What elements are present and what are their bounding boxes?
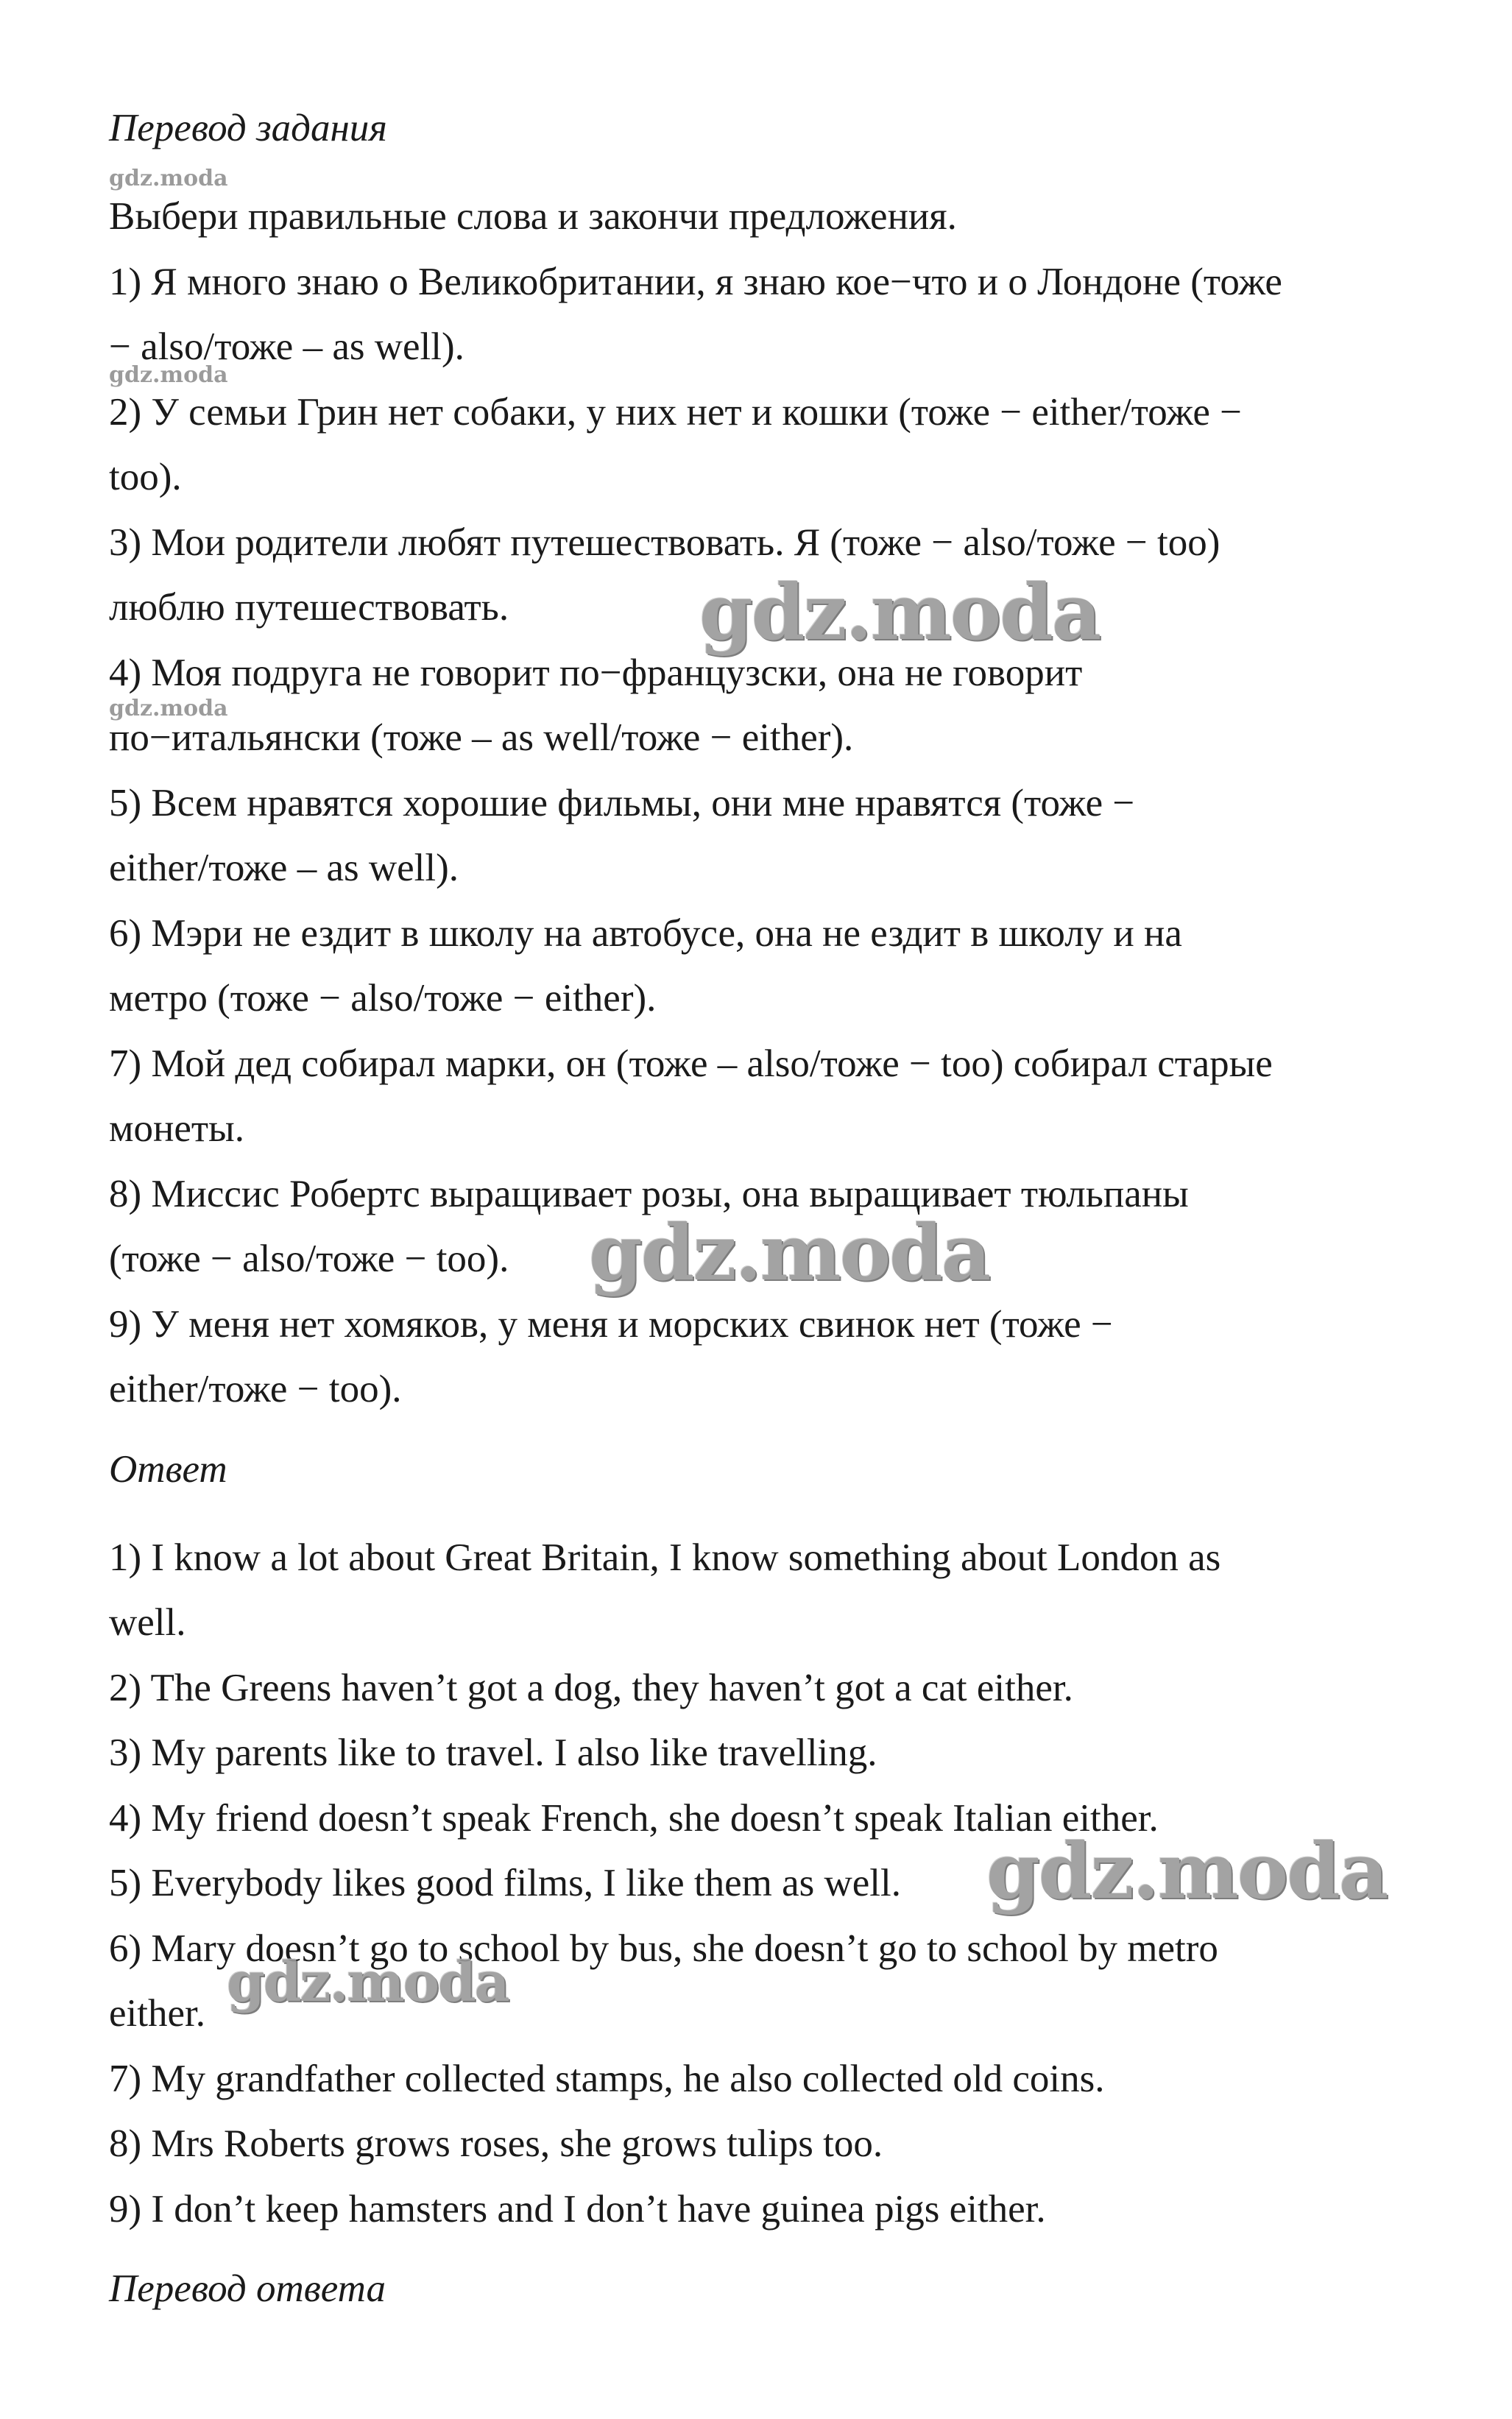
answer-line: 7) My grandfather collected stamps, he also collected old coins. bbox=[109, 2057, 1105, 2100]
answer-line: 2) The Greens haven’t got a dog, they haven’t got a cat either. bbox=[109, 1666, 1073, 1709]
watermark-big-1: gdz.moda bbox=[699, 567, 1101, 657]
answer-line: well. bbox=[109, 1601, 186, 1644]
watermark-small-3: gdz.moda bbox=[109, 696, 228, 721]
task-line: 2) У семьи Грин нет собаки, у них нет и кошки (тоже − either/тоже − bbox=[109, 390, 1242, 434]
answer-line: 9) I don’t keep hamsters and I don’t have guinea pigs either. bbox=[109, 2187, 1046, 2231]
task-line: either/тоже – as well). bbox=[109, 847, 459, 889]
watermark-big-4: gdz.moda bbox=[227, 1951, 509, 2014]
task-line: 6) Мэри не ездит в школу на автобусе, она не ездит в школу и на bbox=[109, 911, 1182, 955]
watermark-big-3: gdz.moda bbox=[986, 1826, 1388, 1916]
task-line: either/тоже − too). bbox=[109, 1368, 402, 1410]
task-line: 4) Моя подруга не говорит по−французски, она не говорит bbox=[109, 651, 1083, 694]
watermark-small-2: gdz.moda bbox=[109, 362, 228, 388]
answer-line: 6) Mary doesn’t go to school by bus, she doesn’t go to school by metro bbox=[109, 1927, 1218, 1970]
task-line: по−итальянски (тоже – as well/тоже − either). bbox=[109, 716, 854, 759]
answer-line: 5) Everybody likes good films, I like them as well. bbox=[109, 1862, 901, 1904]
task-line: (тоже − also/тоже − too). bbox=[109, 1237, 509, 1280]
watermark-big-2: gdz.moda bbox=[589, 1207, 990, 1298]
answer-translation-heading: Перевод ответа bbox=[109, 2267, 386, 2310]
task-line: 9) У меня нет хомяков, у меня и морских свинок нет (тоже − bbox=[109, 1302, 1113, 1346]
watermark-small-1: gdz.moda bbox=[109, 166, 228, 191]
task-line: too). bbox=[109, 456, 182, 498]
task-line: 3) Мои родители любят путешествовать. Я (тоже − also/тоже − too) bbox=[109, 520, 1220, 564]
answer-line: 1) I know a lot about Great Britain, I know something about London as bbox=[109, 1536, 1221, 1579]
task-line: − also/тоже – as well). bbox=[109, 325, 464, 368]
answer-line: either. bbox=[109, 1992, 205, 2035]
task-translation-heading: Перевод задания bbox=[109, 107, 387, 149]
answer-line: 4) My friend doesn’t speak French, she doesn’t speak Italian either. bbox=[109, 1796, 1159, 1840]
task-line: 5) Всем нравятся хорошие фильмы, они мне нравятся (тоже − bbox=[109, 781, 1135, 824]
task-line: люблю путешествовать. bbox=[109, 586, 509, 629]
task-line: монеты. bbox=[109, 1107, 244, 1150]
task-line: 8) Миссис Робертс выращивает розы, она выращивает тюльпаны bbox=[109, 1172, 1189, 1215]
answer-heading: Ответ bbox=[109, 1447, 227, 1491]
task-line: метро (тоже − also/тоже − either). bbox=[109, 977, 657, 1020]
task-line: Выбери правильные слова и закончи предложения. bbox=[109, 195, 957, 238]
task-line: 7) Мой дед собирал марки, он (тоже – also/тоже − too) собирал старые bbox=[109, 1042, 1273, 1085]
answer-line: 3) My parents like to travel. I also like travelling. bbox=[109, 1731, 877, 1774]
task-line: 1) Я много знаю о Великобритании, я знаю кое−что и о Лондоне (тоже bbox=[109, 260, 1282, 303]
answer-line: 8) Mrs Roberts grows roses, she grows tulips too. bbox=[109, 2122, 883, 2165]
